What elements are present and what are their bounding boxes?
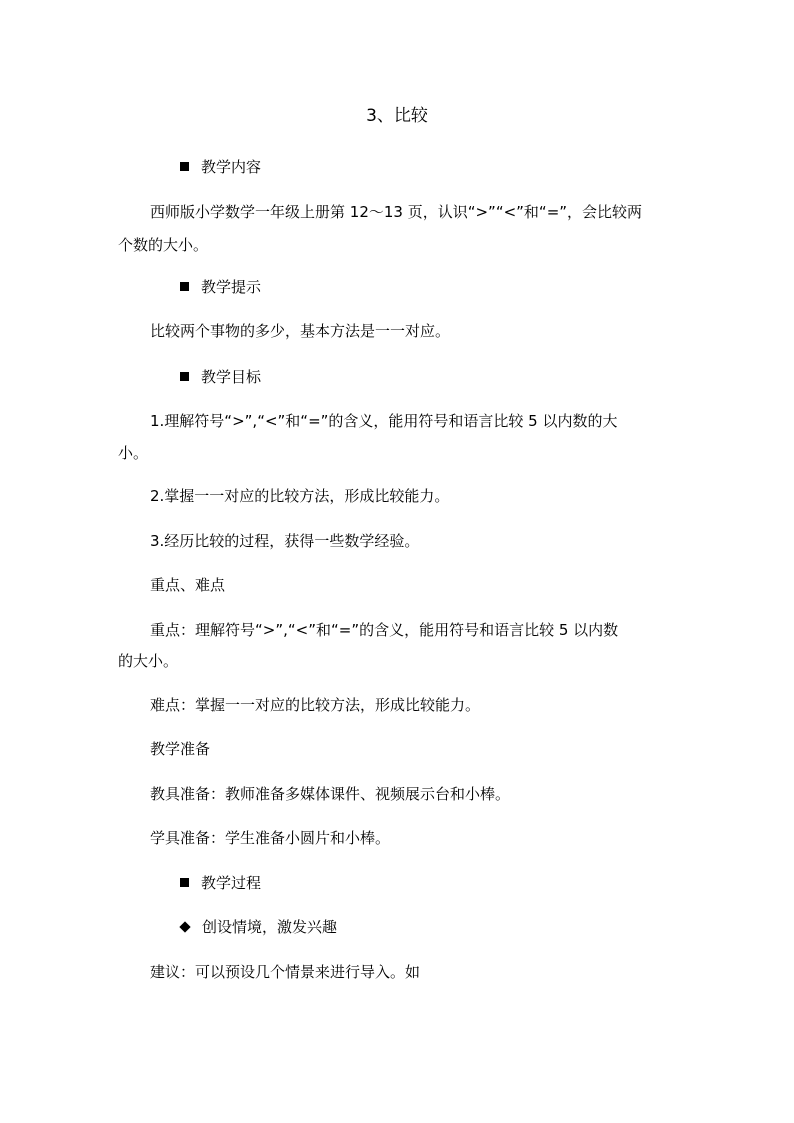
preparation-teacher: 教具准备：教师准备多媒体课件、视频展示台和小棒。: [150, 785, 511, 803]
section-heading-hint: [180, 277, 261, 297]
section-heading-goals: [180, 367, 261, 387]
goal-3: 3.经历比较的过程，获得一些数学经验。: [150, 532, 420, 550]
square-bullet-icon: [180, 878, 189, 887]
preparation-student: 学具准备：学生准备小圆片和小棒。: [150, 829, 391, 847]
heading-text: 教学过程: [201, 874, 262, 892]
content-paragraph-line-1: 西师版小学数学一年级上册第 12～13 页，认识“>”“<”和“=”，会比较两: [150, 203, 643, 221]
goal-2: 2.掌握一一对应的比较方法，形成比较能力。: [150, 487, 450, 505]
diamond-bullet-icon: [180, 922, 190, 932]
hint-paragraph: 比较两个事物的多少，基本方法是一一对应。: [150, 322, 451, 340]
section-heading-process: [180, 873, 261, 893]
heading-text: 教学提示: [201, 278, 262, 296]
square-bullet-icon: [180, 282, 189, 291]
preparation-heading: 教学准备: [150, 740, 211, 758]
key-point-line-1: 重点：理解符号“>”,“<”和“=”的含义，能用符号和语言比较 5 以内数: [150, 621, 619, 639]
content-paragraph-line-2: 个数的大小。: [118, 236, 209, 254]
page-title: 3、比较: [366, 106, 428, 126]
square-bullet-icon: [180, 372, 189, 381]
goal-1-line-1: 1.理解符号“>”,“<”和“=”的含义，能用符号和语言比较 5 以内数的大: [150, 412, 618, 430]
difficulty-point: 难点：掌握一一对应的比较方法，形成比较能力。: [150, 696, 481, 714]
key-points-heading: 重点、难点: [150, 576, 226, 594]
heading-text: 教学目标: [201, 368, 262, 386]
sub-heading-text: 创设情境，激发兴趣: [202, 918, 338, 936]
square-bullet-icon: [180, 162, 189, 171]
key-point-line-2: 的大小。: [118, 652, 179, 670]
suggestion-paragraph: 建议：可以预设几个情景来进行导入。如: [150, 963, 421, 981]
goal-1-line-2: 小。: [118, 444, 149, 462]
heading-text: 教学内容: [201, 158, 262, 176]
sub-heading-context: [180, 917, 337, 937]
section-heading-content: [180, 157, 261, 177]
